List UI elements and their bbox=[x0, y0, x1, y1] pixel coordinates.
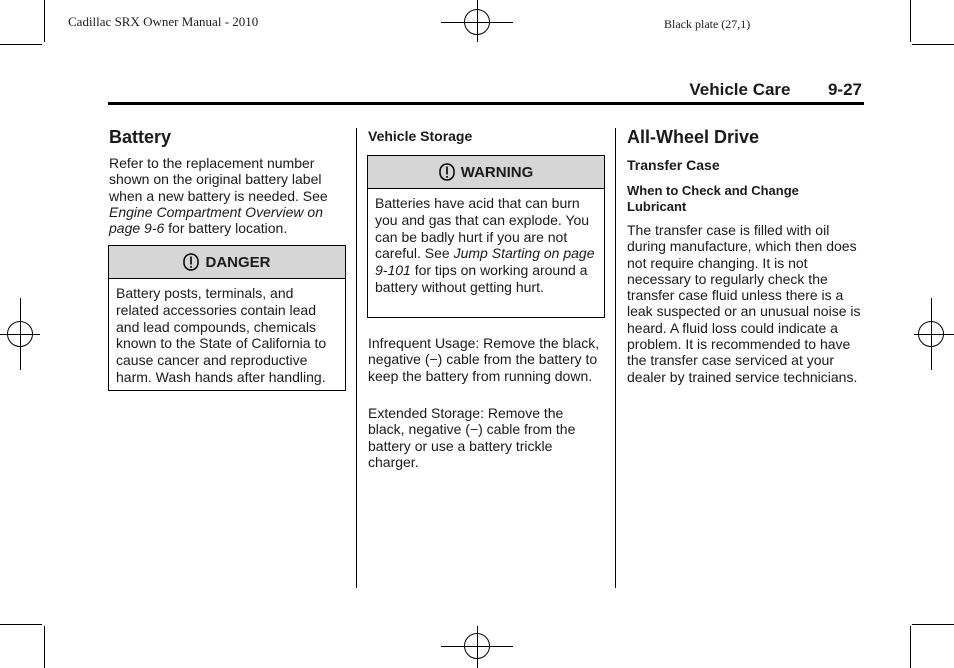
page-number: 9-27 bbox=[827, 80, 862, 99]
awd-paragraph: The transfer case is filled with oil during manufacture, which then does not require changing. It is not necessary to regularly check the transfer case fluid unless there is a leak suspected or an unusual noise is heard. A fluid loss could indicate a problem. It is recommended to have the transfer case serviced at your dealer by trained service technicians. bbox=[627, 222, 861, 385]
warning-box bbox=[367, 155, 605, 318]
crop-mark bbox=[912, 624, 954, 625]
plate-label: Black plate (27,1) bbox=[664, 17, 751, 31]
storage-heading: Vehicle Storage bbox=[368, 128, 473, 144]
danger-title: DANGER bbox=[205, 253, 271, 271]
crop-mark bbox=[0, 624, 42, 625]
extended-storage-paragraph: Extended Storage: Remove the black, negative (−) cable from the battery or use a battery trickle charger. bbox=[368, 405, 576, 470]
danger-header bbox=[109, 246, 345, 279]
manual-title: Cadillac SRX Owner Manual - 2010 bbox=[68, 14, 259, 29]
crop-mark bbox=[910, 626, 911, 668]
infrequent-usage-paragraph: Infrequent Usage: Remove the black, negative (−) cable from the battery to keep the battery from running down. bbox=[368, 335, 600, 384]
section-title: Vehicle Care bbox=[689, 80, 791, 99]
crop-mark bbox=[44, 626, 45, 668]
battery-heading: Battery bbox=[109, 127, 172, 147]
battery-paragraph: Refer to the replacement number shown on the original battery label when a new battery is needed. See Engine Compartment Overview on page 9-6 for battery location. bbox=[109, 155, 328, 237]
crop-mark bbox=[0, 44, 42, 45]
awd-heading: All-Wheel Drive bbox=[627, 127, 760, 147]
warning-text: Batteries have acid that can burn you and gas that can explode. You can be badly hurt if you are not careful. See Jump Starting on page 9-101 for tips on working around a battery without getting hurt. bbox=[375, 195, 595, 295]
crop-mark bbox=[44, 0, 45, 42]
danger-text: Battery posts, terminals, and related accessories contain lead and lead compounds, chemicals known to the State of California to cause cancer and reproductive harm. Wash hands after handling. bbox=[116, 285, 327, 385]
check-lubricant-subheading: When to Check and Change Lubricant bbox=[627, 183, 799, 214]
crop-mark bbox=[910, 0, 911, 42]
exclamation-warning-icon bbox=[183, 253, 199, 271]
warning-title: WARNING bbox=[460, 163, 534, 181]
column-divider bbox=[615, 128, 616, 588]
column-divider bbox=[356, 128, 357, 588]
exclamation-warning-icon bbox=[439, 163, 455, 181]
danger-box bbox=[108, 245, 346, 391]
transfer-case-subheading: Transfer Case bbox=[627, 157, 720, 173]
engine-compartment-link[interactable]: Engine Compartment Overview on page 9-6 bbox=[109, 203, 323, 237]
jump-starting-link[interactable]: Jump Starting on page 9-101 bbox=[375, 245, 595, 279]
crop-mark bbox=[912, 44, 954, 45]
header-rule bbox=[108, 102, 864, 105]
running-header bbox=[600, 80, 862, 100]
warning-header bbox=[368, 156, 604, 189]
